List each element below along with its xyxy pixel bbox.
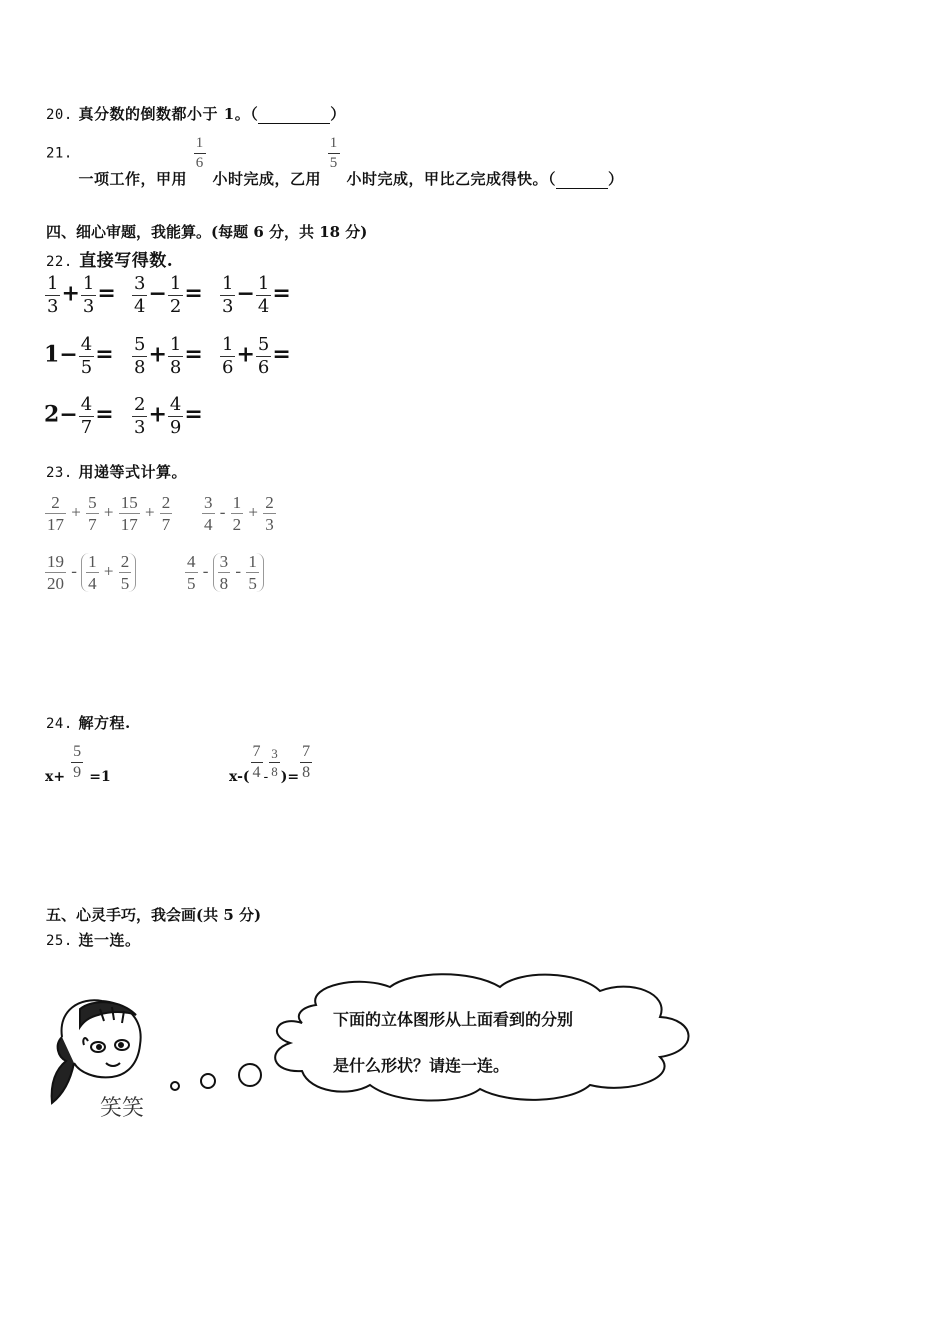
thought-dot-icon: [239, 1064, 261, 1086]
calc-item: $\frac{1}{6}$ + $\frac{5}{6}$ =: [222, 334, 291, 378]
answer-blank[interactable]: [258, 105, 330, 124]
question-20: 20. 真分数的倒数都小于 1。（ ）: [46, 105, 346, 123]
expression-4: $\frac{4}{5}$ - $\frac{3}{8}$ - $\frac{1}{5}$: [184, 553, 264, 592]
girl-character-icon: [52, 1000, 141, 1103]
section-5-title: 五、心灵手巧，我会画(共 5 分): [46, 906, 262, 924]
question-21: 21. 一项工作，甲用 $\frac{1}{6}$ 小时完成，乙用 $\frac{1}{5}$ 小时完成，甲比乙完成得快。（ ）: [46, 135, 624, 188]
calc-item: $\frac{1}{3}$ + $\frac{1}{3}$ =: [47, 273, 116, 317]
calc-item: 2− $\frac{4}{7}$ =: [44, 394, 114, 438]
expression-1: $\frac{2}{17}$ + $\frac{5}{7}$ + $\frac{15}{17}$ + $\frac{2}{7}$: [47, 493, 171, 534]
calc-item: $\frac{1}{3}$ − $\frac{1}{4}$ =: [222, 273, 291, 317]
question-24: 24. 解方程.: [46, 714, 131, 732]
section-4-title: 四、细心审题，我能算。(每题 6 分，共 18 分): [46, 223, 368, 241]
calc-item: 1− $\frac{4}{5}$ =: [44, 334, 114, 378]
thought-dot-icon: [171, 1082, 179, 1090]
thought-bubble-illustration: [40, 965, 700, 1125]
expression-2: $\frac{3}{4}$ - $\frac{1}{2}$ + $\frac{2}{3}$: [204, 493, 274, 534]
question-22: 22. 直接写得数.: [46, 251, 174, 271]
fraction: $\frac{1}{6}$: [195, 135, 204, 171]
thought-dot-icon: [201, 1074, 215, 1088]
calc-item: $\frac{3}{4}$ − $\frac{1}{2}$ =: [134, 273, 203, 317]
question-25: 25. 连一连。: [46, 931, 141, 949]
question-number: 20.: [46, 107, 73, 123]
expression-3: $\frac{19}{20}$ - $\frac{1}{4}$ + $\frac{2}{5}$: [44, 553, 136, 592]
question-23: 23. 用递等式计算。: [46, 463, 188, 481]
svg-text:下面的立体图形从上面看到的分别: 下面的立体图形从上面看到的分别: [333, 1010, 574, 1029]
equation-1: x+ $\frac{5}{9}$ =1: [45, 743, 111, 785]
answer-blank[interactable]: [556, 170, 608, 189]
svg-text:是什么形状？请连一连。: 是什么形状？请连一连。: [333, 1056, 510, 1075]
question-text: 真分数的倒数都小于 1。（: [78, 105, 259, 123]
equation-2: x-( $\frac{7}{4}$ - $\frac{3}{8}$ )= $\frac{7}{8}$: [229, 743, 311, 785]
svg-text:笑笑: 笑笑: [100, 1096, 145, 1121]
calc-item: $\frac{5}{8}$ + $\frac{1}{8}$ =: [134, 334, 203, 378]
fraction: $\frac{1}{5}$: [329, 135, 338, 171]
cloud-bubble-icon: [275, 974, 688, 1100]
calc-item: $\frac{2}{3}$ + $\frac{4}{9}$ =: [134, 394, 203, 438]
